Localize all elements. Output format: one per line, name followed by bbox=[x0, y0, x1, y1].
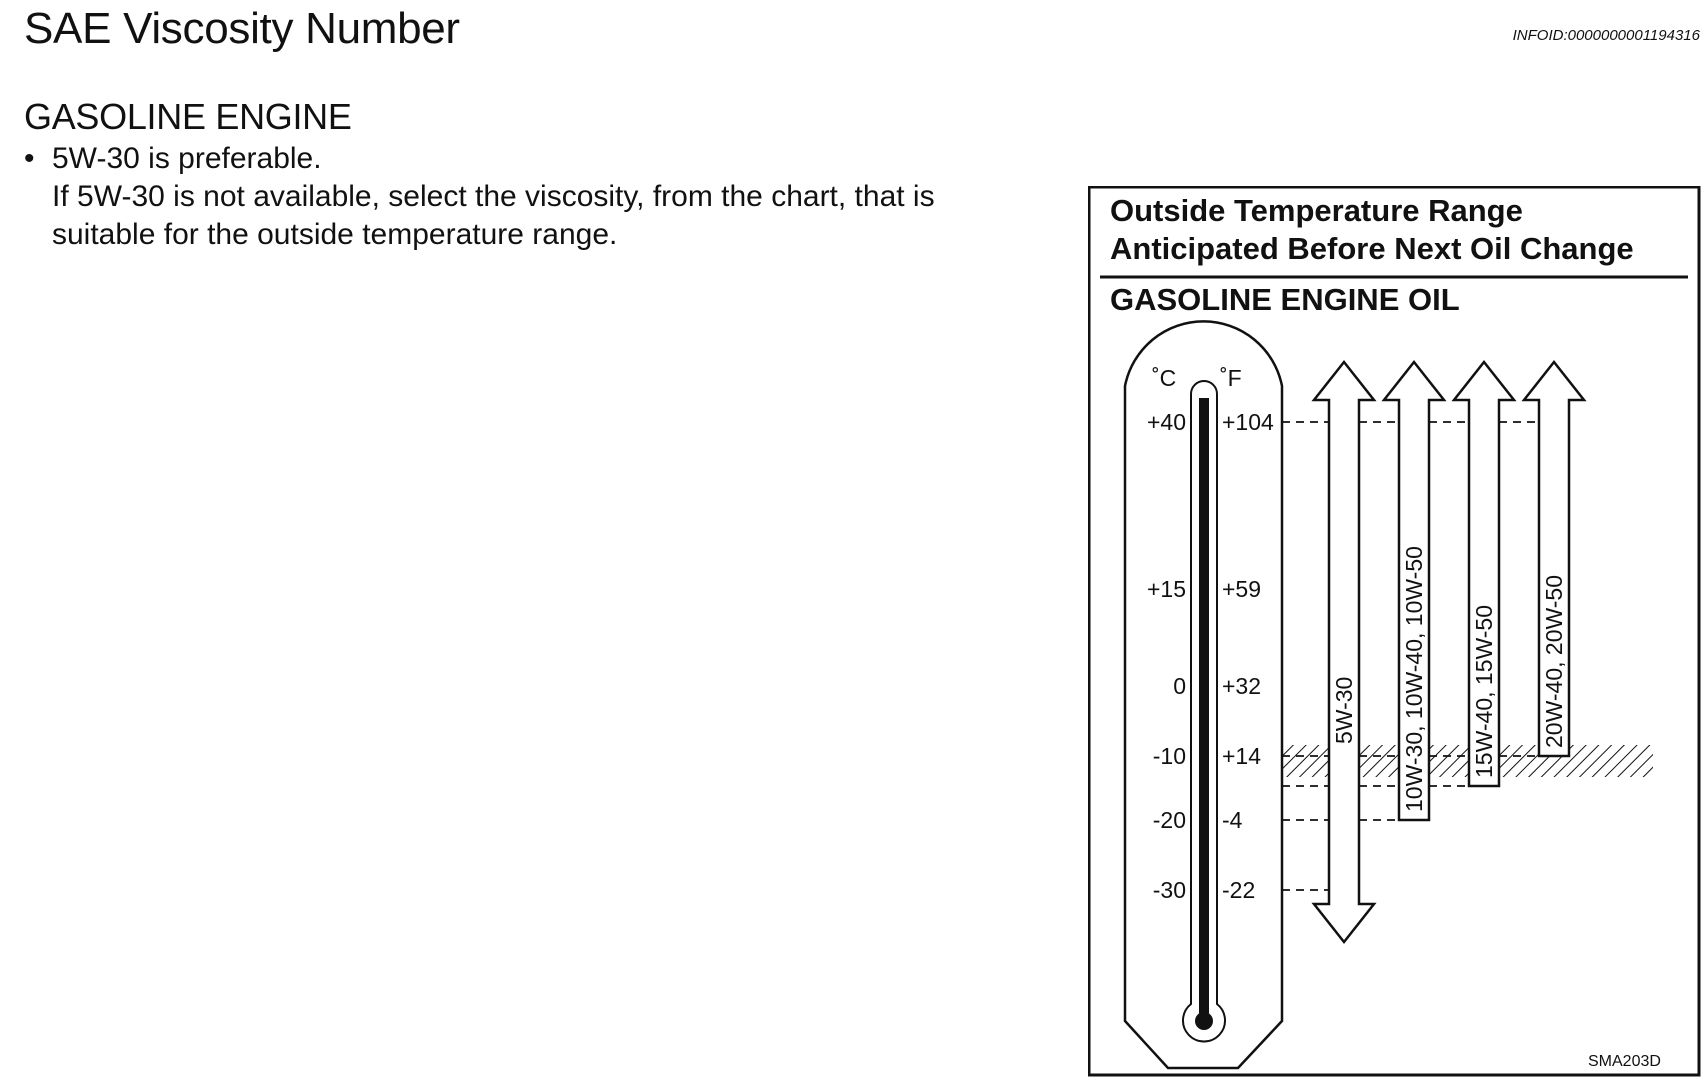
tick-label-fahrenheit: +59 bbox=[1222, 576, 1262, 602]
chart-subtitle: GASOLINE ENGINE OIL bbox=[1110, 282, 1460, 317]
tick-label-celsius: +15 bbox=[1146, 576, 1186, 602]
chart-title-line-2: Anticipated Before Next Oil Change bbox=[1110, 231, 1634, 266]
tick-label-fahrenheit: +32 bbox=[1222, 673, 1262, 699]
viscosity-label: 15W-40, 15W-50 bbox=[1471, 604, 1497, 778]
tick-label-celsius: -30 bbox=[1152, 877, 1186, 903]
chart-svg bbox=[1088, 186, 1702, 1078]
bullet-line-2: If 5W-30 is not available, select the viscosity, from the chart, that is bbox=[52, 180, 935, 213]
tick-label-fahrenheit: +104 bbox=[1222, 409, 1274, 435]
tick-label-celsius: 0 bbox=[1173, 673, 1186, 699]
chart-title-line-1: Outside Temperature Range bbox=[1110, 193, 1523, 228]
thermometer-bulb bbox=[1195, 1012, 1213, 1030]
page-title: SAE Viscosity Number bbox=[24, 4, 460, 53]
viscosity-label: 5W-30 bbox=[1331, 676, 1357, 744]
tick-label-fahrenheit: -22 bbox=[1222, 877, 1256, 903]
bullet-marker: • bbox=[24, 142, 35, 175]
viscosity-label: 20W-40, 20W-50 bbox=[1541, 574, 1567, 748]
bullet-line-3: suitable for the outside temperature range. bbox=[52, 218, 618, 251]
tick-label-fahrenheit: -4 bbox=[1222, 807, 1243, 833]
thermometer-column bbox=[1199, 398, 1209, 1022]
bullet-line-1: 5W-30 is preferable. bbox=[52, 142, 322, 175]
figure-code: SMA203D bbox=[1588, 1053, 1661, 1070]
bullet-text bbox=[52, 140, 935, 254]
info-id: INFOID:0000000001194316 bbox=[1512, 27, 1700, 44]
tick-label-celsius: -20 bbox=[1152, 807, 1186, 833]
unit-fahrenheit: ˚F bbox=[1220, 365, 1242, 391]
section-title: GASOLINE ENGINE bbox=[24, 96, 352, 137]
unit-celsius: ˚C bbox=[1152, 365, 1177, 391]
viscosity-label: 10W-30, 10W-40, 10W-50 bbox=[1401, 546, 1427, 812]
tick-label-celsius: -10 bbox=[1152, 743, 1186, 769]
tick-label-fahrenheit: +14 bbox=[1222, 743, 1262, 769]
oil-viscosity-chart bbox=[1088, 186, 1702, 1078]
tick-label-celsius: +40 bbox=[1146, 409, 1186, 435]
